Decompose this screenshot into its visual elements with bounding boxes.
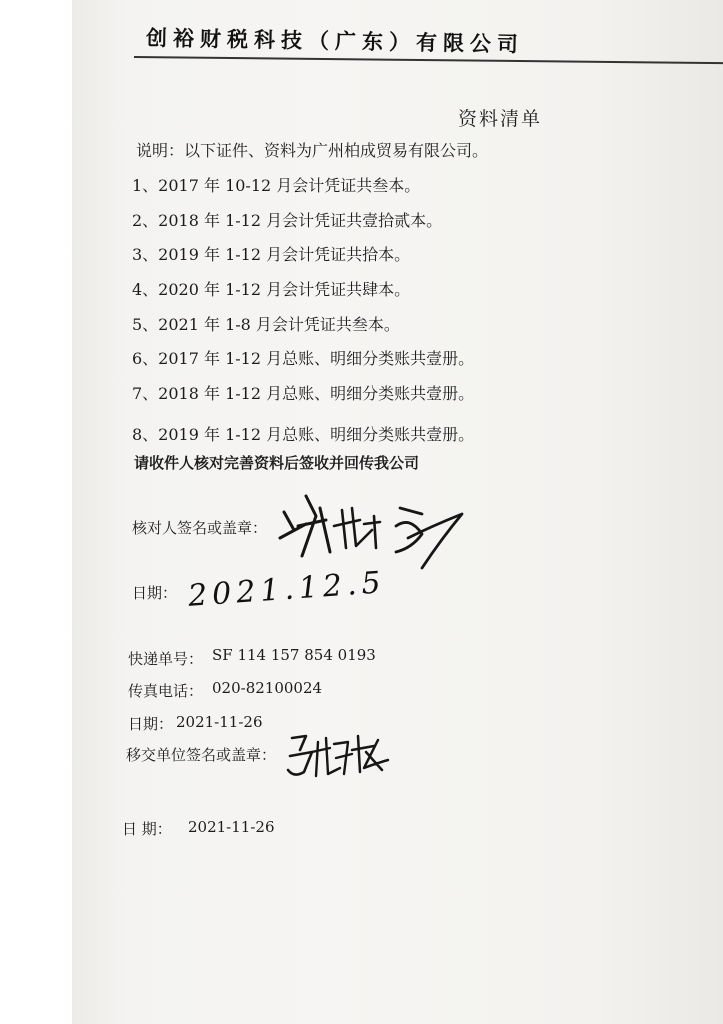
header-rule: [134, 56, 723, 64]
verifier-signature: [272, 486, 472, 570]
fax-label: 传真电话：: [128, 682, 204, 700]
handover-date-label: 日期：: [128, 715, 174, 733]
list-item-7: 7、2018 年 1-12 月总账、明细分类账共壹册。: [132, 384, 475, 403]
left-margin: [0, 0, 72, 1024]
intro-text: 说明：以下证件、资料为广州柏成贸易有限公司。: [136, 141, 489, 160]
list-item-4: 4、2020 年 1-12 月会计凭证共肆本。: [132, 280, 411, 299]
list-item-2: 2、2018 年 1-12 月会计凭证共壹拾贰本。: [132, 211, 443, 230]
verifier-signature-label: 核对人签名或盖章：: [132, 519, 268, 537]
document-title: 资料清单: [458, 108, 543, 130]
list-item-1: 1、2017 年 10-12 月会计凭证共叁本。: [132, 176, 421, 195]
list-item-5: 5、2021 年 1-8 月会计凭证共叁本。: [132, 315, 400, 334]
list-item-6: 6、2017 年 1-12 月总账、明细分类账共壹册。: [132, 349, 475, 368]
express-number-label: 快递单号：: [128, 650, 204, 668]
express-number: SF 114 157 854 0193: [212, 646, 376, 664]
verifier-date-label: 日期：: [132, 584, 178, 602]
final-date-label: 日 期：: [122, 820, 172, 838]
company-name: 创裕财税科技（广东）有限公司: [145, 26, 525, 57]
fax-number: 020-82100024: [212, 679, 323, 697]
verifier-date-handwritten: 2021.12.5: [187, 565, 387, 614]
list-item-8: 8、2019 年 1-12 月总账、明细分类账共壹册。: [132, 425, 475, 444]
list-item-3: 3、2019 年 1-12 月会计凭证共拾本。: [132, 245, 411, 264]
final-date: 2021-11-26: [188, 818, 275, 836]
handover-date: 2021-11-26: [176, 713, 263, 731]
document-page: [72, 0, 723, 1024]
handover-signature-label: 移交单位签名或盖章：: [126, 746, 277, 764]
instruction-note: 请收件人核对完善资料后签收并回传我公司: [134, 454, 420, 472]
handover-signature: [282, 724, 402, 786]
